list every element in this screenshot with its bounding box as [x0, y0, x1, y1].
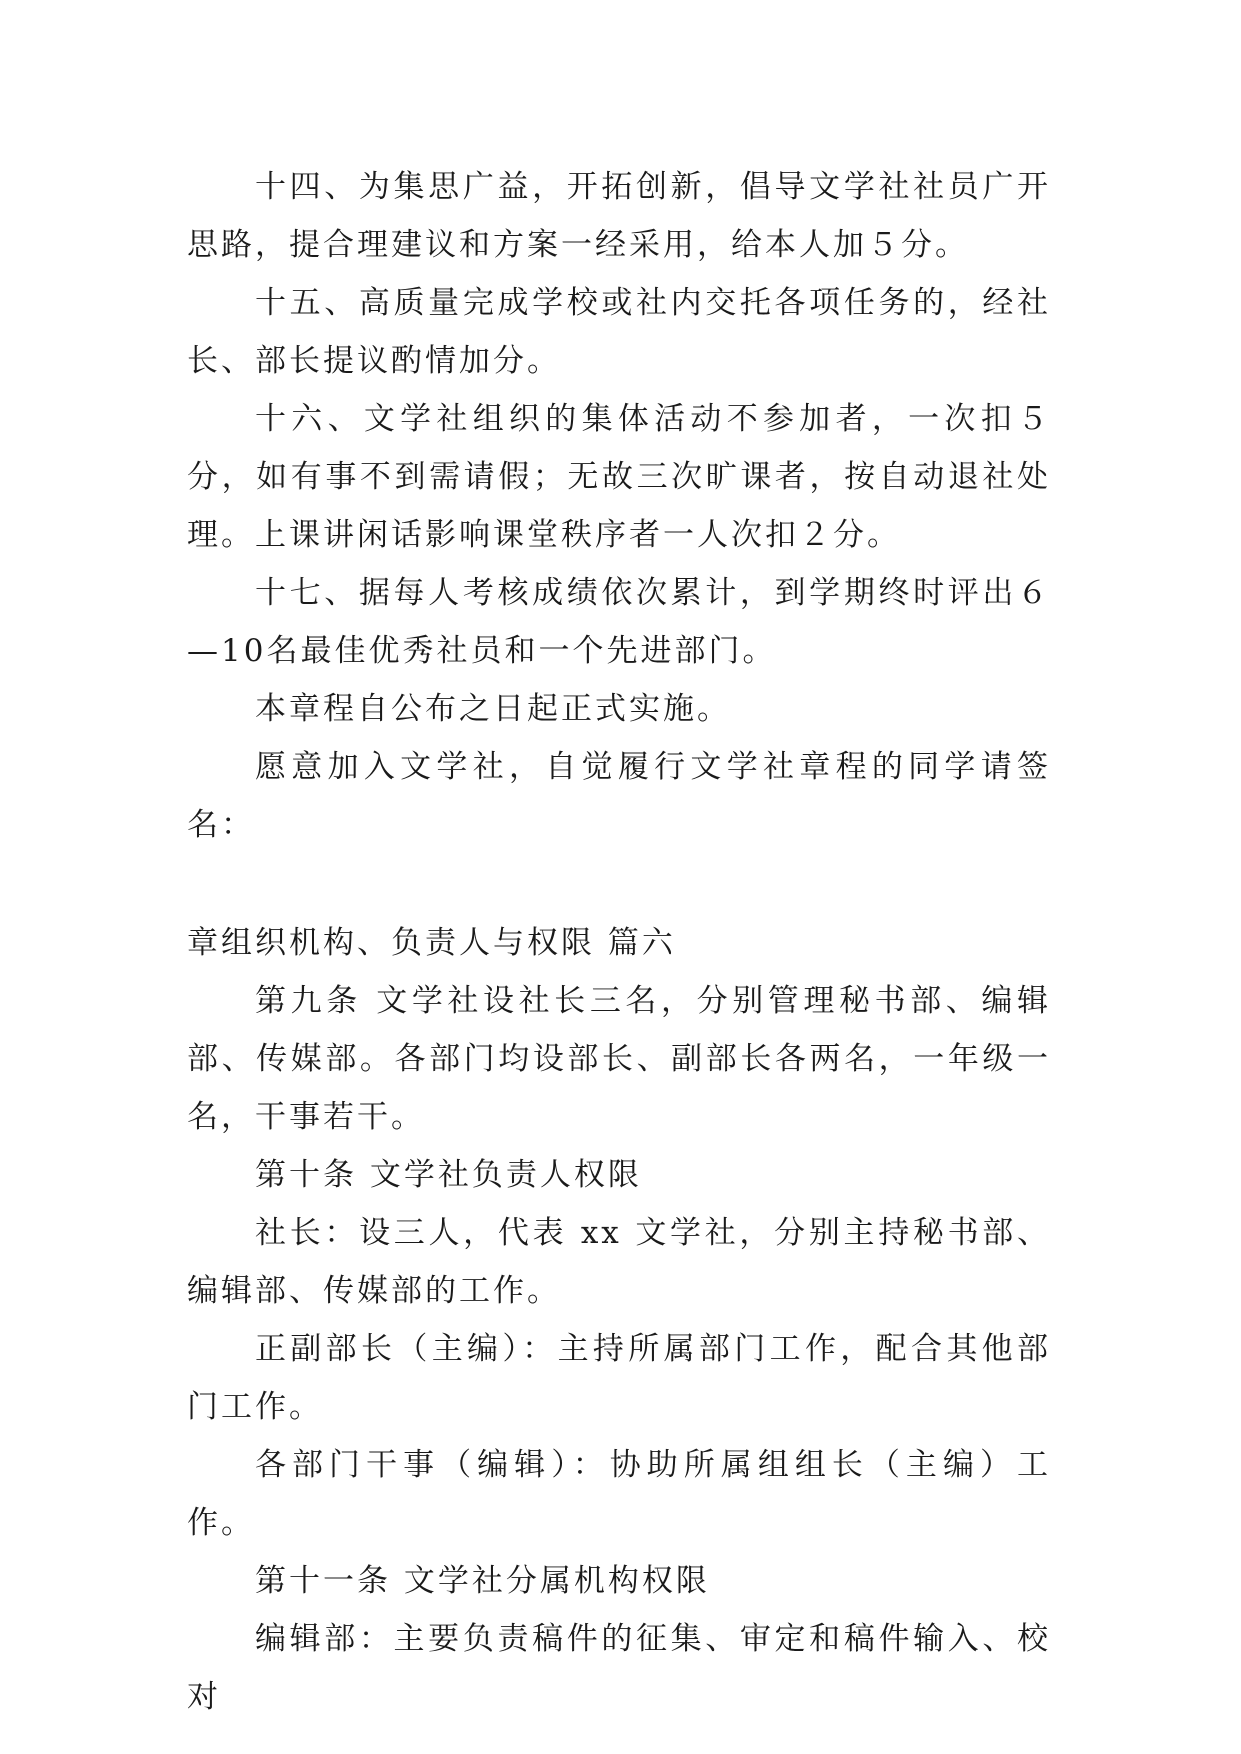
paragraph-signature-prompt: 愿意加入文学社，自觉履行文学社章程的同学请签名：: [187, 749, 1051, 843]
section-spacer: [187, 854, 1051, 914]
paragraph-staff-role: 各部门干事（编辑）：协助所属组组长（主编）工作。: [187, 1447, 1051, 1541]
paragraph-department-head-role: 正副部长（主编）：主持所属部门工作，配合其他部门工作。: [187, 1331, 1051, 1425]
paragraph-president-role: 社长：设三人，代表 xx 文学社，分别主持秘书部、编辑部、传媒部的工作。: [187, 1215, 1051, 1309]
paragraph-article-15: 十五、高质量完成学校或社内交托各项任务的，经社长、部长提议酌情加分。: [187, 285, 1051, 379]
paragraph-effective-date: 本章程自公布之日起正式实施。: [255, 691, 731, 727]
paragraph-article-16: 十六、文学社组织的集体活动不参加者，一次扣５分，如有事不到需请假；无故三次旷课者，按自动退社处理。上课讲闲话影响课堂秩序者一人次扣２分。: [187, 401, 1051, 553]
paragraph-article-11-title: 第十一条 文学社分属机构权限: [255, 1563, 710, 1599]
paragraph-article-10-title: 第十条 文学社负责人权限: [255, 1157, 642, 1193]
document-body: [187, 158, 1051, 1726]
paragraph-editorial-dept: 编辑部：主要负责稿件的征集、审定和稿件输入、校对: [187, 1621, 1051, 1715]
section-heading: 章组织机构、负责人与权限 篇六: [187, 925, 676, 961]
paragraph-article-17: 十七、据每人考核成绩依次累计，到学期终时评出６—10名最佳优秀社员和一个先进部门。: [187, 575, 1051, 669]
paragraph-article-14: 十四、为集思广益，开拓创新，倡导文学社社员广开思路，提合理建议和方案一经采用，给本人加５分。: [187, 169, 1051, 263]
paragraph-article-9: 第九条 文学社设社长三名，分别管理秘书部、编辑部、传媒部。各部门均设部长、副部长各两名，一年级一名，干事若干。: [187, 983, 1051, 1135]
